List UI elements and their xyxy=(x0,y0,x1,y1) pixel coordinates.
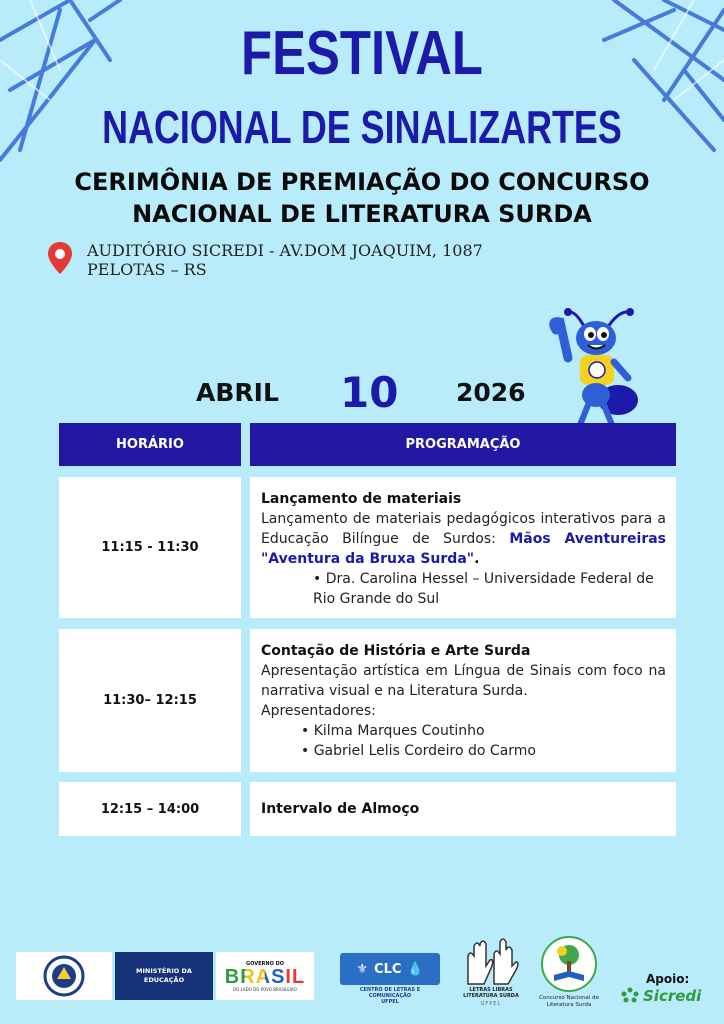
table-row-program xyxy=(250,477,676,618)
ant-mascot-illustration xyxy=(548,300,648,440)
sicredi-word: Sicredi xyxy=(643,987,702,1005)
date-month: ABRIL xyxy=(196,378,279,407)
concurso-line1: Concurso Nacional de xyxy=(539,995,599,1001)
program-title: Lançamento de materiais xyxy=(261,491,462,507)
table-row-program xyxy=(250,629,676,772)
gov-brand-text xyxy=(225,967,305,987)
clc-label: CLC xyxy=(374,961,402,977)
program-title: Contação de História e Arte Surda xyxy=(261,643,531,659)
program-title: Intervalo de Almoço xyxy=(261,801,420,817)
event-location xyxy=(87,241,483,279)
letras-libras-logo xyxy=(458,936,524,1008)
letras-line1: LETRAS LIBRAS xyxy=(469,987,513,993)
gov-brand-word: BRASIL xyxy=(224,965,306,988)
location-line2: PELOTAS – RS xyxy=(87,260,207,279)
concurso-label xyxy=(536,995,602,1009)
program-description: Apresentação artística em Língua de Sinais com foco na narrativa visual e na Literatura Surda. xyxy=(261,663,666,699)
program-highlight: Mãos Aventureiras "Aventura da Bruxa Surda" xyxy=(261,531,667,567)
letras-label xyxy=(458,987,524,999)
university-seal-icon xyxy=(43,955,85,997)
clc-sub-line1: CENTRO DE LETRAS E COMUNICAÇÃO xyxy=(359,987,421,999)
letras-ufpel: UFPEL xyxy=(480,1001,502,1007)
clc-subtitle xyxy=(340,987,440,1005)
fleur-icon: ⚜ xyxy=(356,961,369,977)
program-bullet: • Kilma Marques Coutinho xyxy=(301,723,485,739)
program-bullet: • Gabriel Lelis Cordeiro do Carmo xyxy=(301,743,536,759)
mec-line1: MINISTÉRIO DA xyxy=(136,967,192,975)
drop-icon: 💧 xyxy=(407,961,424,977)
apoio-sicredi xyxy=(620,972,710,1005)
date-year: 2026 xyxy=(456,378,526,407)
clc-logo xyxy=(340,953,440,1005)
concurso-line2: Literatura Surda xyxy=(546,1002,592,1008)
sicredi-symbol-icon xyxy=(620,987,640,1005)
table-row-time: 11:15 - 11:30 xyxy=(59,477,241,618)
ceremony-subtitle-line2: NACIONAL DE LITERATURA SURDA xyxy=(132,200,592,228)
concurso-logo xyxy=(536,935,602,1013)
festival-title: FESTIVAL xyxy=(241,19,483,88)
ceremony-subtitle xyxy=(0,166,724,230)
program-description xyxy=(261,509,666,569)
clc-sub-line2: UFPEL xyxy=(381,999,399,1005)
program-bullet: • Dra. Carolina Hessel – Universidade Federal de Rio Grande do Sul xyxy=(313,571,654,607)
table-row-time: 11:30– 12:15 xyxy=(59,629,241,772)
table-header-program: PROGRAMAÇÃO xyxy=(250,423,676,466)
ceremony-subtitle-line1: CERIMÔNIA DE PREMIAÇÃO DO CONCURSO xyxy=(74,168,650,196)
festival-subtitle-title: NACIONAL DE SINALIZARTES xyxy=(102,101,622,153)
gov-tagline: DO LADO DO POVO BRASILEIRO xyxy=(233,986,297,992)
apoio-label: Apoio: xyxy=(646,972,690,986)
hands-icon xyxy=(458,936,524,986)
program-highlight-end: . xyxy=(474,551,480,567)
table-row-time: 12:15 – 14:00 xyxy=(59,782,241,836)
table-header-time: HORÁRIO xyxy=(59,423,241,466)
sicredi-logo xyxy=(620,987,710,1005)
mec-logo xyxy=(115,952,213,1000)
book-tree-icon xyxy=(536,935,602,995)
letras-line2: LITERATURA SURDA xyxy=(463,993,519,999)
mec-line2: EDUCAÇÃO xyxy=(143,976,185,984)
location-line1: AUDITÓRIO SICREDI - AV.DOM JOAQUIM, 1087 xyxy=(87,241,483,260)
date-day: 10 xyxy=(340,368,399,417)
gov-top-text: GOVERNO DO xyxy=(246,960,284,967)
ufpel-logo xyxy=(16,952,112,1000)
presenters-label: Apresentadores: xyxy=(261,703,376,719)
governo-brasil-logo xyxy=(216,952,314,1000)
table-row-program xyxy=(250,782,676,836)
map-pin-icon xyxy=(46,240,74,276)
program-description-text: Lançamento de materiais pedagógicos interativos para a Educação Bilíngue de Surdos: xyxy=(261,511,666,547)
clc-badge xyxy=(340,953,440,985)
